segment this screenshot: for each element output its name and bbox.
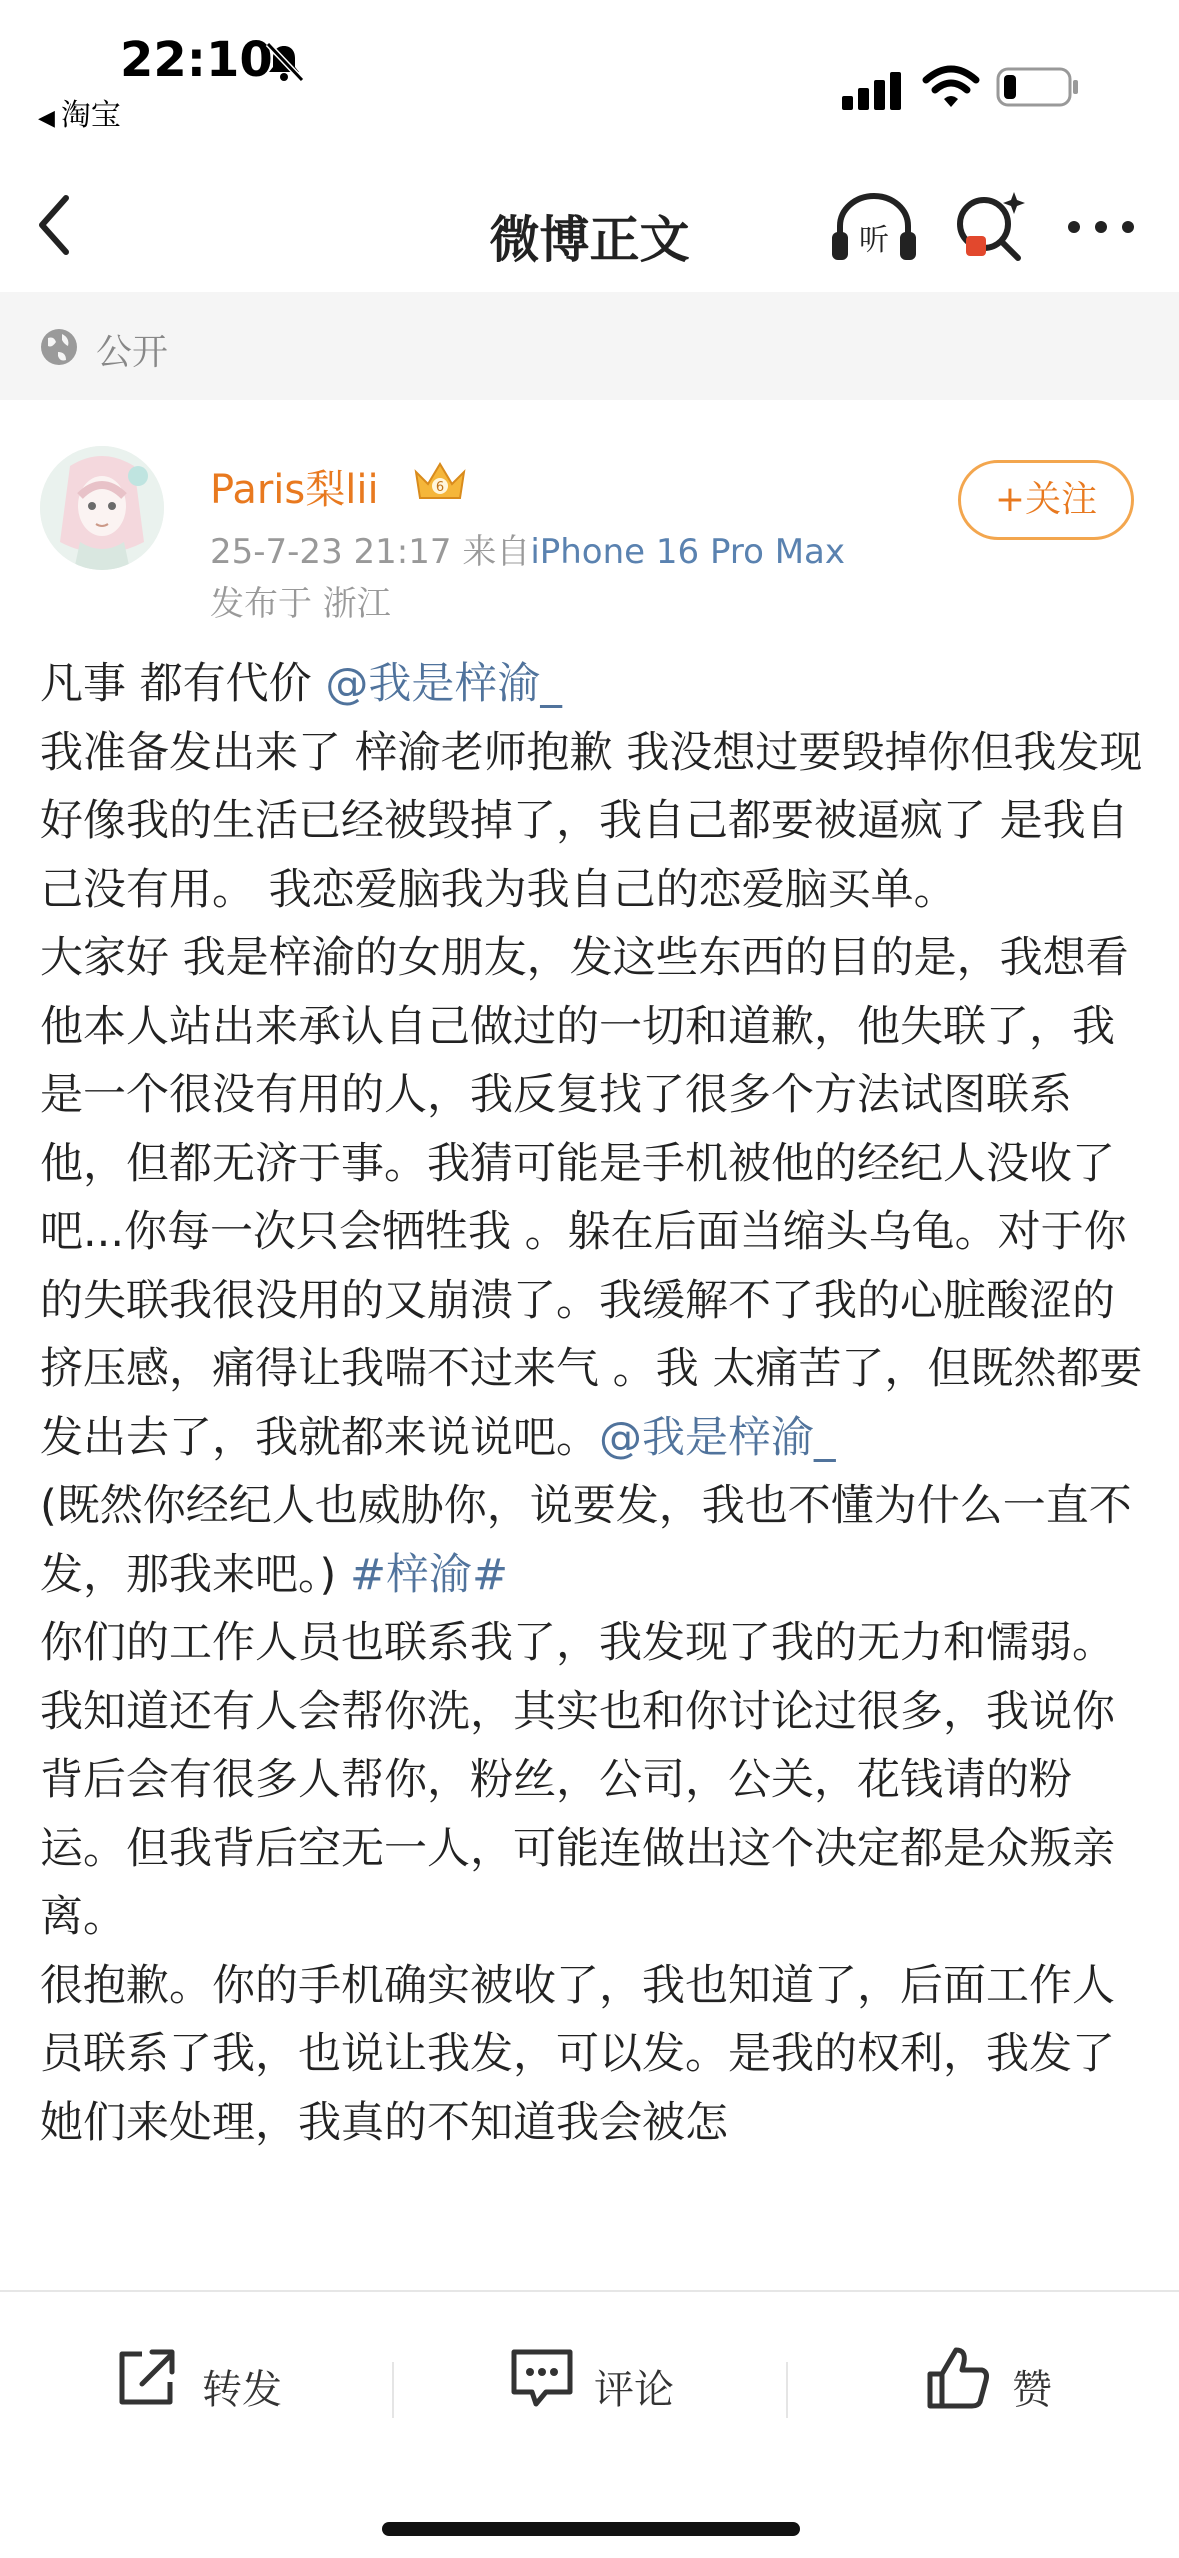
- like-button[interactable]: [922, 2342, 1082, 2422]
- comment-label: 评论: [594, 2367, 674, 2413]
- post-device[interactable]: iPhone 16 Pro Max: [530, 532, 845, 572]
- search-icon[interactable]: [952, 186, 1028, 266]
- comment-icon: [506, 2342, 578, 2414]
- post-paragraph: [40, 1472, 1150, 1609]
- post-paragraph: [40, 650, 1150, 719]
- visibility-label: 公开: [96, 332, 169, 373]
- mention-link[interactable]: @我是梓渝_: [325, 659, 562, 709]
- vip-crown-icon[interactable]: [410, 458, 470, 504]
- comment-button[interactable]: [506, 2342, 706, 2422]
- share-icon: [112, 2342, 182, 2412]
- post-location: 发布于 浙江: [210, 584, 391, 624]
- post-timestamp: 25-7-23 21:17: [210, 532, 452, 572]
- post-body: [40, 650, 1150, 2290]
- mention-link[interactable]: @我是梓渝_: [599, 1412, 836, 1463]
- avatar-illustration: [40, 446, 164, 570]
- more-icon[interactable]: [1066, 216, 1136, 238]
- avatar[interactable]: [40, 446, 164, 570]
- back-to-app-link[interactable]: [38, 90, 121, 134]
- post-text: 凡事 都有代价: [40, 659, 326, 709]
- post-text: 大家好 我是梓渝的女朋友，发这些东西的目的是，我想看他本人站出来承认自己做过的一切和道歉，他失联了，我是一个很没有用的人，我反复找了很多个方法试图联系他，但都无济于事。我猜可能是手机被他的经纪人没收了吧...你每一次只会牺牲我 。躲在后面当缩头乌龟。对于你的失联我很没用的又崩溃了。我缓解不了我的心脏酸涩的挤压感，痛得让我喘不过来气 。我 太痛苦了，但既然都要发出去了，我就都来说说吧。: [40, 933, 1143, 1463]
- battery-icon: [996, 66, 1080, 108]
- author-name[interactable]: Paris梨lii: [210, 467, 379, 513]
- post-paragraph: 我准备发出来了 梓渝老师抱歉 我没想过要毁掉你但我发现好像我的生活已经被毁掉了，我自己都要被逼疯了 是我自己没有用。 我恋爱脑我为我自己的恋爱脑买单。: [40, 727, 1143, 915]
- svg-text:6: 6: [435, 480, 445, 495]
- wifi-icon: [922, 64, 980, 110]
- source-prefix: 来自: [462, 532, 531, 572]
- post-meta: [210, 524, 845, 573]
- action-divider: [786, 2362, 788, 2418]
- action-bar: [0, 2290, 1179, 2558]
- post-text: (既然你经纪人也威胁你，说要发，我也不懂为什么一直不发，那我来吧。): [40, 1481, 1132, 1600]
- repost-label: 转发: [202, 2367, 282, 2413]
- repost-button[interactable]: [112, 2342, 312, 2422]
- like-label: 赞: [1012, 2367, 1052, 2413]
- page-title: 微博正文: [489, 211, 690, 269]
- thumbs-up-icon: [922, 2342, 994, 2414]
- post-paragraph: 你们的工作人员也联系我了，我发现了我的无力和懦弱。我知道还有人会帮你洗，其实也和你讨论过很多，我说你背后会有很多人帮你，粉丝，公司，公关，花钱请的粉运。但我背后空无一人，可能连做出这个决定都是众叛亲离。: [40, 1618, 1115, 1942]
- status-bar: [0, 0, 1179, 140]
- hashtag-link[interactable]: #梓渝#: [349, 1549, 509, 1600]
- bell-slash-icon: [262, 40, 306, 84]
- nav-bar: [0, 150, 1179, 290]
- post-paragraph: 很抱歉。你的手机确实被收了，我也知道了，后面工作人员联系了我，也说让我发，可以发。是我的权利，我发了她们来处理，我真的不知道我会被怎: [40, 1960, 1115, 2148]
- visibility-strip: [0, 292, 1179, 400]
- cellular-signal-icon: [842, 72, 904, 110]
- home-indicator[interactable]: [382, 2522, 800, 2536]
- headphones-listen-icon[interactable]: [830, 188, 918, 264]
- back-app-label: 淘宝: [60, 98, 121, 133]
- globe-icon: [38, 326, 80, 368]
- action-divider: [392, 2362, 394, 2418]
- listen-icon-label: 听: [859, 223, 889, 258]
- status-time: 22:10: [120, 32, 273, 88]
- back-triangle-icon: ◀: [38, 106, 55, 131]
- post-paragraph: [40, 924, 1150, 1472]
- follow-button[interactable]: +关注: [958, 460, 1134, 540]
